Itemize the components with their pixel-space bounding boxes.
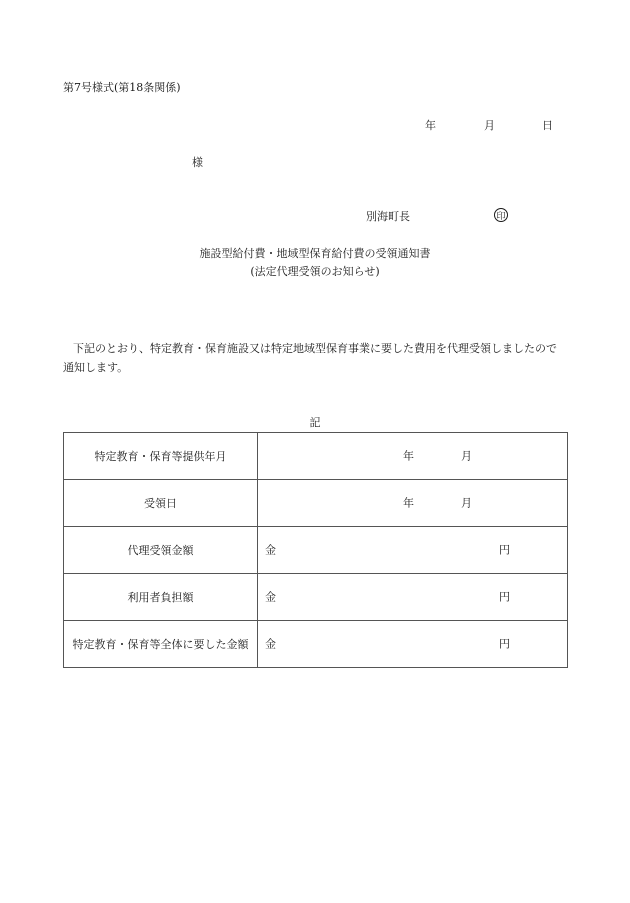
amount-prefix: 金 (265, 590, 276, 604)
table-row (64, 621, 568, 668)
form-number: 第7号様式(第18条関係) (63, 81, 181, 94)
document-subtitle: (法定代理受領のお知らせ) (250, 265, 380, 278)
row-value (258, 480, 568, 527)
yen-unit: 円 (499, 637, 510, 651)
row-value (258, 527, 568, 574)
note-heading: 記 (309, 416, 321, 429)
table-row (64, 480, 568, 527)
document-title: 施設型給付費・地域型保育給付費の受領通知書 (199, 247, 431, 260)
row-label: 利用者負担額 (64, 574, 258, 621)
seal-mark-icon: 印 (494, 208, 508, 222)
date-month: 月 (484, 119, 495, 132)
row-value (258, 574, 568, 621)
year-unit: 年 (403, 449, 414, 463)
month-unit: 月 (461, 449, 472, 463)
issuer-name: 別海町長 (366, 210, 410, 223)
year-unit: 年 (403, 496, 414, 510)
table-row (64, 574, 568, 621)
table-row (64, 527, 568, 574)
yen-unit: 円 (499, 590, 510, 604)
notification-table (63, 432, 568, 668)
yen-unit: 円 (499, 543, 510, 557)
body-paragraph: 下記のとおり、特定教育・保育施設又は特定地域型保育事業に要した費用を代理受領しましたので通知します。 (63, 342, 557, 374)
addressee-suffix: 様 (192, 156, 203, 169)
row-label: 特定教育・保育等提供年月 (64, 433, 258, 480)
month-unit: 月 (461, 496, 472, 510)
table-row (64, 433, 568, 480)
date-day: 日 (542, 119, 553, 132)
row-value (258, 621, 568, 668)
amount-prefix: 金 (265, 637, 276, 651)
row-value (258, 433, 568, 480)
row-label: 受領日 (64, 480, 258, 527)
row-label: 代理受領金額 (64, 527, 258, 574)
date-year: 年 (425, 119, 436, 132)
amount-prefix: 金 (265, 543, 276, 557)
row-label: 特定教育・保育等全体に要した金額 (64, 621, 258, 668)
